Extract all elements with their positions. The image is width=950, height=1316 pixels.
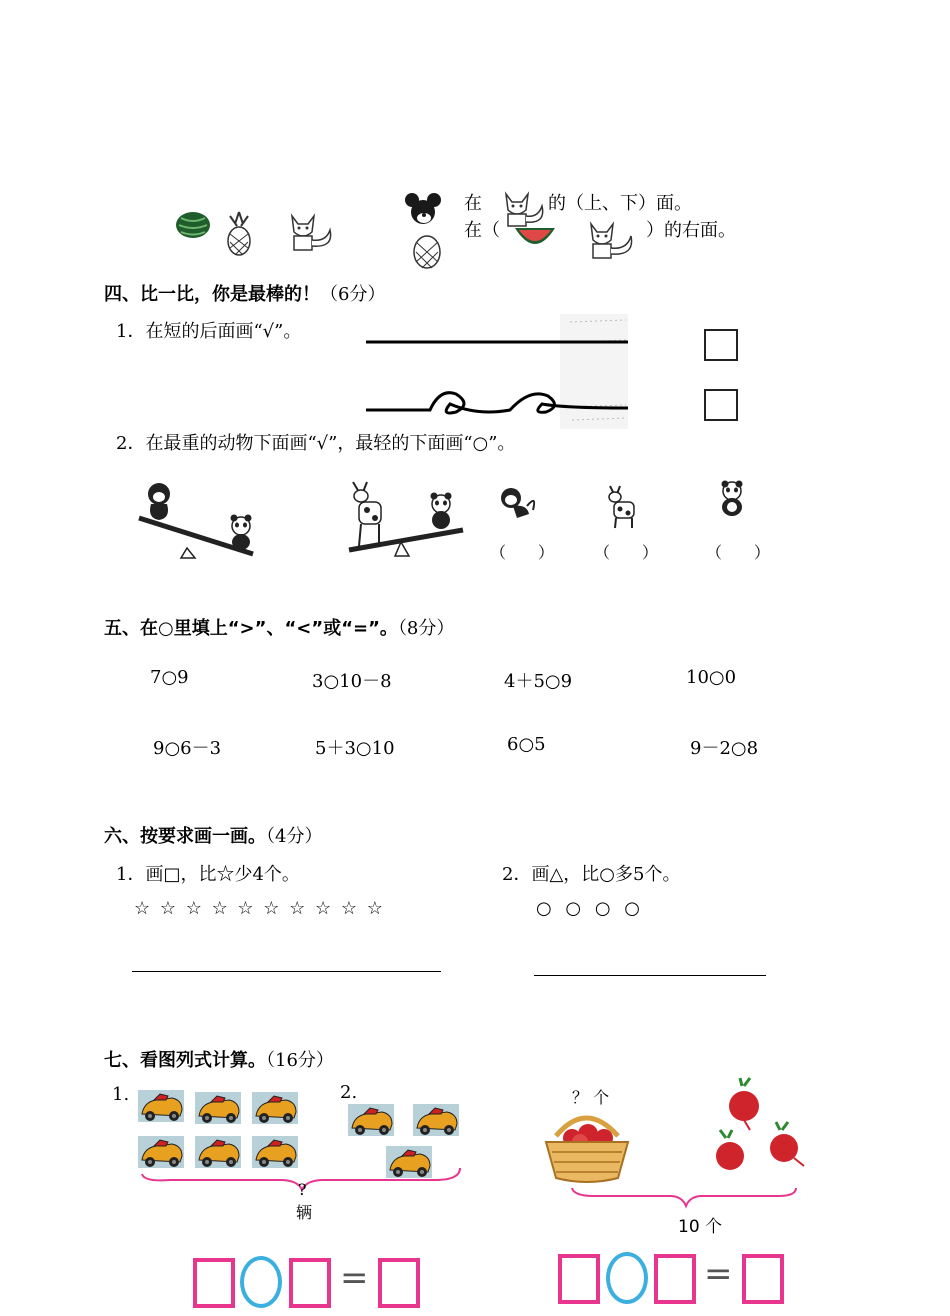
compare-item <box>507 734 546 755</box>
position-text-2a: 在（ <box>464 220 500 241</box>
compare-left: 6 <box>507 734 519 755</box>
radishes-icon <box>710 1080 810 1180</box>
compare-item <box>686 667 736 688</box>
compare-item <box>690 734 758 760</box>
position-text-2b: ）的右面。 <box>646 220 736 241</box>
compare-circle[interactable]: ○ <box>323 671 340 692</box>
deer-icon <box>604 484 640 530</box>
pineapple-icon <box>222 212 256 256</box>
answer-paren-panda[interactable]: （ ） <box>706 543 771 562</box>
seesaw-monkey-panda <box>135 478 260 560</box>
equation-1-equals: = <box>340 1258 369 1298</box>
section-5-points: （8分） <box>397 618 455 639</box>
section-4-q2: 2．在最重的动物下面画“√”，最轻的下面画“○”。 <box>116 433 516 454</box>
answer-box-long[interactable] <box>704 329 738 361</box>
fox-icon <box>585 220 637 262</box>
section-6-title: 六、按要求画一画。 <box>104 826 266 847</box>
compare-right: 5 <box>534 734 546 755</box>
equation-1-box-b[interactable] <box>289 1258 331 1308</box>
circles-row: ○ ○ ○ ○ <box>536 898 644 919</box>
fox-icon <box>500 190 548 230</box>
compare-left: 3 <box>312 671 324 692</box>
equation-1-operator-circle[interactable] <box>240 1256 282 1308</box>
answer-line-triangles[interactable] <box>534 975 766 976</box>
equation-2-box-a[interactable] <box>558 1254 600 1304</box>
problem-1-number: 1. <box>112 1084 130 1105</box>
compare-item <box>504 667 572 693</box>
section-6-q2: 2．画△，比○多5个。 <box>502 864 681 885</box>
fox-icon <box>286 212 336 252</box>
compare-circle[interactable]: ○ <box>518 734 535 755</box>
compare-right: 10－8 <box>339 671 392 692</box>
basket-question-label: ？ 个 <box>572 1088 610 1107</box>
problem-2-number: 2. <box>340 1082 358 1103</box>
watermelon-icon <box>175 210 211 240</box>
compare-right: 0 <box>724 667 737 688</box>
compare-left: 5＋3 <box>315 738 356 759</box>
compare-item <box>315 734 395 760</box>
section-6-heading <box>104 822 322 848</box>
total-label: 10 个 <box>678 1217 723 1237</box>
mouse-icon <box>404 192 442 230</box>
compare-right: 9 <box>560 671 573 692</box>
equation-2-box-result[interactable] <box>742 1254 784 1304</box>
basket-icon <box>542 1100 632 1190</box>
section-6-points: （4分） <box>266 826 323 847</box>
compare-item <box>153 734 221 760</box>
compare-left: 9－2 <box>690 738 731 759</box>
stars-row: ☆ ☆ ☆ ☆ ☆ ☆ ☆ ☆ ☆ ☆ <box>134 898 385 919</box>
compare-circle[interactable]: ○ <box>708 667 725 688</box>
section-7-points: （16分） <box>266 1050 334 1071</box>
section-7-heading <box>104 1046 334 1072</box>
compare-circle[interactable]: ○ <box>544 671 561 692</box>
compare-circle[interactable]: ○ <box>161 667 178 688</box>
cars-unit: 辆 <box>296 1203 313 1222</box>
equation-2-operator-circle[interactable] <box>606 1252 648 1304</box>
section-4-heading <box>104 280 385 306</box>
answer-paren-monkey[interactable]: （ ） <box>490 543 555 562</box>
total-brace <box>570 1186 800 1210</box>
compare-right: 8 <box>746 738 759 759</box>
section-6-q1: 1．画□，比☆少4个。 <box>116 864 300 885</box>
watermelon-icon <box>514 226 556 254</box>
compare-right: 6－3 <box>180 738 222 759</box>
section-4-points: （6分） <box>320 284 386 305</box>
equation-2-equals: = <box>704 1254 733 1294</box>
panda-icon <box>716 480 750 518</box>
compare-right: 10 <box>371 738 395 759</box>
answer-paren-deer[interactable]: （ ） <box>594 543 659 562</box>
pineapple-icon <box>410 228 444 270</box>
compare-circle[interactable]: ○ <box>355 738 372 759</box>
equation-1-box-a[interactable] <box>193 1258 235 1308</box>
compare-item <box>150 667 189 688</box>
compare-circle[interactable]: ○ <box>164 738 181 759</box>
seesaw-deer-panda <box>345 478 470 560</box>
section-5-heading <box>104 614 454 640</box>
compare-left: 7 <box>150 667 162 688</box>
rope-lines-image <box>360 312 632 432</box>
equation-1-box-result[interactable] <box>378 1258 420 1308</box>
position-text-1a: 在 <box>464 193 482 214</box>
compare-right: 9 <box>177 667 189 688</box>
compare-left: 9 <box>153 738 165 759</box>
section-4-q1: 1．在短的后面画“√”。 <box>116 321 302 342</box>
section-5-title: 五、在○里填上“>”、“<”或“=”。 <box>104 618 398 639</box>
compare-circle[interactable]: ○ <box>730 738 747 759</box>
compare-left: 10 <box>686 667 709 688</box>
cars-question-mark: ? <box>298 1180 307 1199</box>
section-4-title: 四、比一比，你是最棒的！ <box>104 284 320 305</box>
answer-box-short[interactable] <box>704 389 738 421</box>
compare-left: 4＋5 <box>504 671 545 692</box>
section-7-title: 七、看图列式计算。 <box>104 1050 266 1071</box>
equation-2-box-b[interactable] <box>654 1254 696 1304</box>
monkey-icon <box>497 486 541 522</box>
answer-line-squares[interactable] <box>132 971 441 972</box>
compare-item <box>312 667 392 693</box>
position-text-1b: 的（上、下）面。 <box>548 193 692 214</box>
panda-icon <box>431 493 452 530</box>
deer-icon <box>353 482 381 546</box>
